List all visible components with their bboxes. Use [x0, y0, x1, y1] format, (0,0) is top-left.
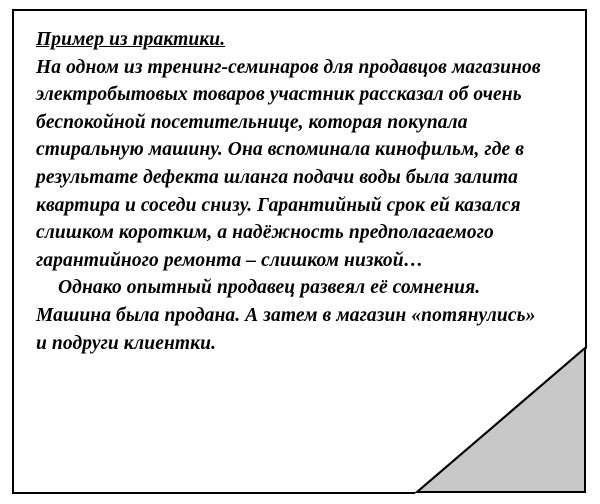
card-text-block: [36, 26, 546, 357]
card-title: Пример из практики.: [36, 29, 226, 50]
practice-example-card: [12, 9, 587, 494]
card-paragraph-2: Однако опытный продавец развеял её сомнения. Машина была продана. А затем в магазин «потянулись» и подруги клиентки.: [36, 277, 536, 354]
card-title-line: [36, 26, 546, 54]
card-paragraph-1: На одном из тренинг-семинаров для продавцов магазинов электробытовых товаров участник рассказал об очень беспокойной посетительнице, которая покупала стиральную машину. Она вспоминала кинофильм, где в результате дефекта шланга подачи воды была залита квартира и соседи снизу. Гарантийный срок ей казался слишком коротким, а надёжность предполагаемого гарантийного ремонта – слишком низкой…: [36, 56, 541, 271]
page-fold-corner-icon: [415, 347, 587, 494]
